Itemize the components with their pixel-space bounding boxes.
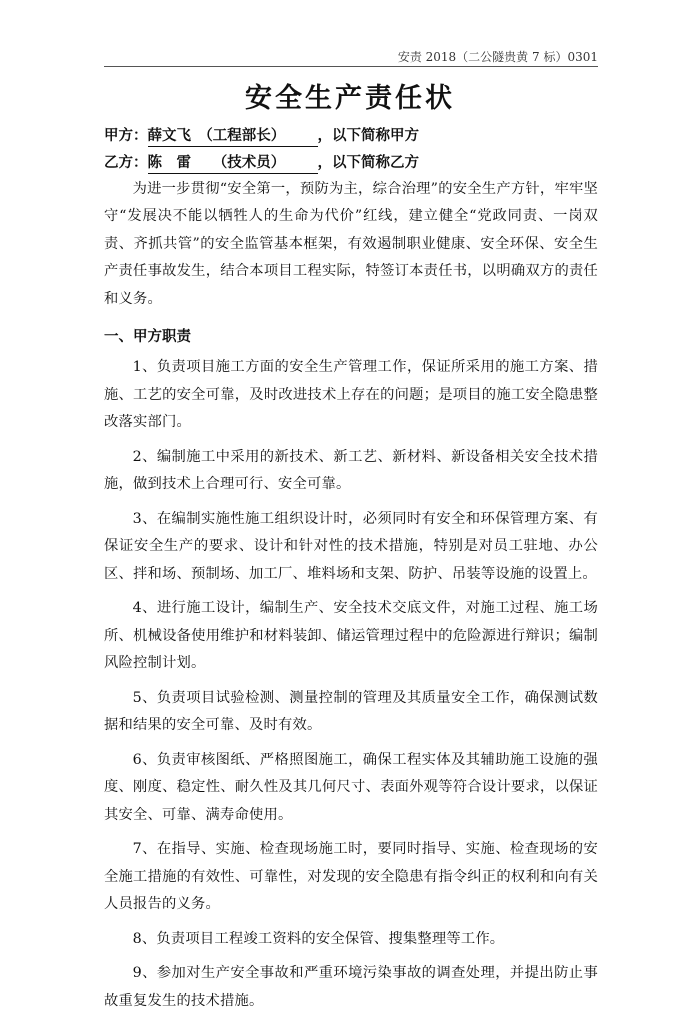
duty-item: 1、负责项目施工方面的安全生产管理工作，保证所采用的施工方案、措施、工艺的安全可靠，及时改进技术上存在的问题；是项目的施工安全隐患整改落实部门。	[104, 359, 598, 431]
party-b-name: 陈 雷 （技术员）	[148, 151, 318, 174]
document-body	[104, 176, 598, 1022]
intro-paragraph: 为进一步贯彻“安全第一，预防为主，综合治理”的安全生产方针，牢牢坚守“发展决不能以牺牲人的生命为代价”红线，建立健全“党政同责、一岗双责、齐抓共管”的安全监管基本框架，有效遏制职业健康、安全环保、安全生产责任事故发生，结合本项目工程实际，特签订本责任书，以明确双方的责任和义务。	[104, 181, 598, 307]
page-title: 安全生产责任状	[245, 83, 455, 114]
party-a-suffix: ，以下简称甲方	[317, 127, 419, 144]
duty-item: 8、负责项目工程竣工资料的安全保管、搜集整理等工作。	[132, 930, 505, 947]
duty-item: 2、编制施工中采用的新技术、新工艺、新材料、新设备相关安全技术措施，做到技术上合理可行、安全可靠。	[104, 448, 598, 493]
duty-item: 7、在指导、实施、检查现场施工时，要同时指导、实施、检查现场的安全施工措施的有效性、可靠性，对发现的安全隐患有指令纠正的权利和向有关人员报告的义务。	[104, 841, 598, 913]
header-rule	[104, 66, 598, 67]
duty-item: 6、负责审核图纸、严格照图施工，确保工程实体及其辅助施工设施的强度、刚度、稳定性、耐久性及其几何尺寸、表面外观等符合设计要求，以保证其安全、可靠、满寿命使用。	[104, 751, 598, 823]
party-a-line	[104, 124, 419, 147]
duty-item: 5、负责项目试验检测、测量控制的管理及其质量安全工作，确保测试数据和结果的安全可靠、及时有效。	[104, 689, 598, 734]
duty-item: 4、进行施工设计，编制生产、安全技术交底文件，对施工过程、施工场所、机械设备使用维护和材料装卸、储运管理过程中的危险源进行辩识；编制风险控制计划。	[104, 600, 598, 672]
party-b-suffix: ，以下简称乙方	[317, 154, 419, 171]
party-a-label: 甲方：	[104, 127, 148, 144]
party-b-line	[104, 151, 419, 174]
party-b-label: 乙方：	[104, 154, 148, 171]
duty-item: 9、参加对生产安全事故和严重环境污染事故的调查处理，并提出防止事故重复发生的技术措施。	[104, 965, 598, 1009]
section-heading-party-a-duties: 一、甲方职责	[104, 328, 191, 346]
party-a-name: 薛文飞 （工程部长）	[148, 124, 318, 147]
duty-item: 3、在编制实施性施工组织设计时，必须同时有安全和环保管理方案、有保证安全生产的要求、设计和针对性的技术措施，特别是对员工驻地、办公区、拌和场、预制场、加工厂、堆料场和支架、防护、吊装等设施的设置上。	[104, 510, 598, 582]
document-number: 安责 2018（二公隧贵黄 7 标）0301	[397, 50, 598, 64]
